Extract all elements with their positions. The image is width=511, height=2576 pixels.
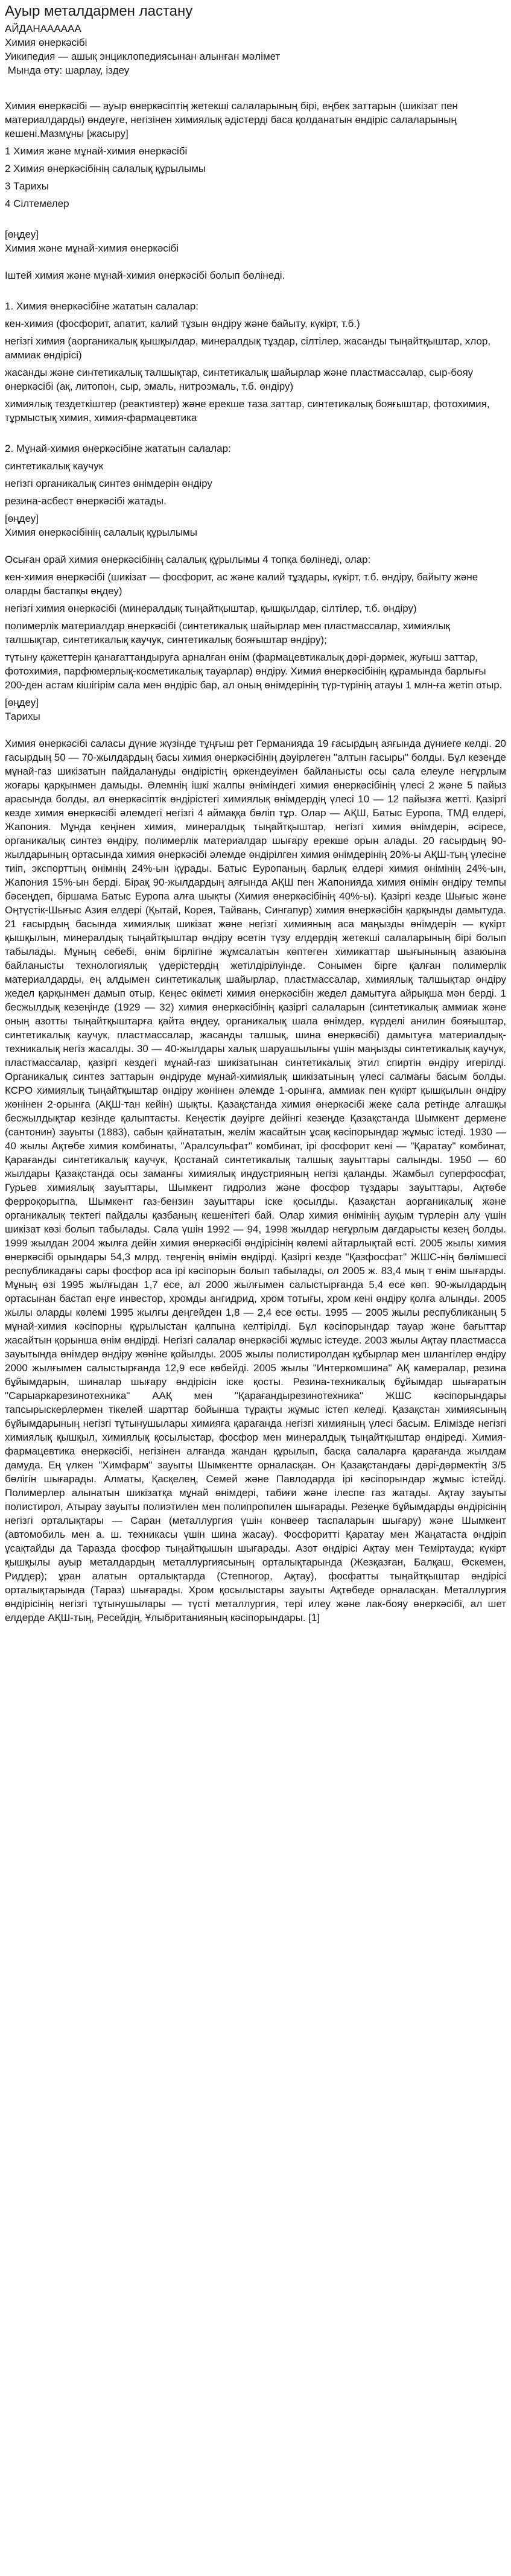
edit-link[interactable]: [өңдеу] [5,513,39,524]
toc-item[interactable]: 3 Тарихы [5,180,49,192]
navigation-link[interactable]: шарлау [65,65,100,76]
topic-line: Химия өнеркәсібі [5,37,87,48]
section-heading: Тарихы [5,711,40,722]
list-item: кен-химия өнеркәсібі (шикізат — фосфорит, ас және калий тұздары, күкірт, т.б. өндіру, байыту және оларды бастапқы өңдеу) [5,571,478,597]
jump-to-label: Мында өту: [7,65,63,76]
jump-links: Мында өту: шарлау, іздеу [7,65,130,76]
section-lead: Іштей химия және мұнай-химия өнеркәсібі болып бөлінеді. [5,270,285,281]
search-link[interactable]: іздеу [106,65,130,76]
list-item: түтыну қажеттерін қанағаттандыруға арналған өнім (фармацевтикалық дәрі-дәрмек, жуғыш заттар, фотохимия, парфюмерлық-косметикалық тауарлар) өндіру. Химия өнеркәсібінің құрамында барлығы 200-ден астам кішігірім сала мен өндіріс бар, ал оның өнімдерінің түр-түрінің атауы 1 млн-ға жетіп отыр. [5,652,503,691]
edit-link[interactable]: [өңдеу] [5,697,39,708]
list-item: жасанды және синтетикалық талшықтар, синтетикалық шайырлар және пластмассалар, сыр-бояу өнеркәсібі (ақ, литопон, сыр, эмаль, нитроэмаль, т.б. өндіру) [5,367,474,392]
author-line: АЙДАНАААААА [5,23,81,34]
history-body: Химия өнеркәсібі саласы дүние жүзінде тұңғыш рет Германияда 19 ғасырдың аяғында дүниеге келді. 20 ғасырдың 50 — 70-жылдардың басы химия өнеркәсібінің дәуірлеген "алтын ғасыры" болды. Бұл кезеңде мұнай-газ шикізатын пайдалануды өндірістің өркендеуімен байланысты осы сала елеуле неғұрлым жоғары қарқынмен дамыды. Әлемнің ішкі жалпы өніміндегі химия өнеркәсібінің үлесі 2 және 5 пайыз арасында болды, ал өнеркәсіптік өндірістегі химиялық өнімдердің үлесі 10 — 12 пайызға жетті. Қазіргі кезде химия өнеркәсібі әлемдегі негізгі 4 аймаққа бөліп тұр. Олар — АҚШ, Батыс Еуропа, ТМД елдері, Жапония. Мұнда кеңінен химия, минералдық тыңайтқыштар, негізгі химия өнімдерін, әсіресе, органикалық синтез өндіру, полимерлік материалдар шығару ерекше орын алады. 20 ғасырдың 90-жылдарының ортасында химия өнеркәсібі әлемде өндірілген химия өнімдерінің 20%-ы АҚШ-тың үлесіне тиіп, экспорттың өнімнің 24%-ын құрады. Батыс Еуропаның барлық елдері химия өнімінің 24%-ын, Жапония 15%-ын берді. Бірақ 90-жылдардың аяғында АҚШ пен Жапонияда химия өнімін өндіру темпы бәсеңдеп, біршама Батыс Еуропа алға шықты (Химия өнеркәсібінің 40%-ы). Қазіргі кезде Шығыс және Оңтүстік-Шығыс Азия елдері (Қытай, Корея, Тайвань, Сингапур) химия өнеркәсібін қарқынды дамытуда. 21 ғасырдың басында химиялық шикізат және негізгі химияның аса маңызды өнімдерін — күкірт қышқылын, минералдық тыңайтқыштар өндіру өсетін түзу елдердің жетекші салаларының бірі болып табылады. Мұның себебі, өнім бірлігіне жұмсалатын көптеген химикаттар шығынының азаюына байланысты технологиялық үдерістердің жетілдірілуінде. Сонымен бірге қалған полимерлік материалдарды, ең алдымен синтетикалық шайырлар, пластмассалар, химиялық талшықтар өндіру жедел қарқынмен дамып отыр. Кеңес өкіметі химия өнеркәсібін жедел дамытуға айрықша мән берді. 1 бесжылдық кезеңінде (1929 — 32) химия өнеркәсібінің қазіргі салаларын (синтетикалық аммиак және оның азотты тыңайтқыштарға қайта өңдеу, органикалық шала өнімдер, күрделі анилин бояғыштар, синтетикалық каучук, пластмассалар, жасанды талшық, шина өнеркәсібі) дамытуға материалдық-техникалық негіз жасалды. 30 — 40-жылдары халық шаруашылығы үшін маңызды синтетикалық каучук, пластмассалар, қазіргі кездегі мұнай-газ шикізатынан синтетикалық этил спиртін өндіру игерілді. Органикалық синтез заттарын өндіруде мұнай-химиялық шикізатының үлесі салмағы басым болды. КСРО химиялық тыңайтқыштар өндіру жөнінен әлемде 1-орынға, аммиак пен күкірт қышқылын өндіру жөнінен 2-орынға (АҚШ-тан кейін) шықты. Қазақстанда химия өнеркәсібі жеке сала ретінде алғашқы бесжылдықтар кезінде қалыптасты. Кеңестік дәуірге дейінгі кезеңде Қазақстанда Шымкент дермене (сантонин) зауыты (1883), сабын қайнататын, желім жасайтын ұсақ кәсіпорындар жұмыс істеді. 1930 — 40 жылы Ақтөбе химия комбинаты, "Аралсульфат" комбинат, ірі фосфорит кені — "Қаратау" комбинат, Қарағанды синтетикалық каучук, Қостанай синтетикалық талшық зауыттары салынды. 1950 — 60 жылдары Қазақстанда осы заманғы химиялық индустрияның негізі қаланды. Жамбыл суперфосфат, Гурьев химиялық зауыттары, Шымкент гидролиз және фосфор тұздары зауыттары, Ақтөбе ферроқорытпа, Шымкент газ-бензин зауыттары іске қосылды. Қазақстан аорганикалық және органикалық тектегі пайдалы қазбаның кешенітегі бай. Олар химия өнімінің ауқым түрлерін алу үшін шикізат көзі болып табылады. Сала үшін 1992 — 94, 1998 жылдар неғұрлым дағдарысты кезең болды. 1999 жылдан 2004 жылға дейін химия өнеркәсібі өндірісінің көлемі айтарлықтай өсті. 2005 жылы химия өнеркәсібі орындары 54,3 млрд. теңгенің өнімін өндірді. Қазіргі кезде "Қазфосфат" ЖШС-нің бөлімшесі республикадағы сары фосфор аса ірі кәсіпорын болып табылады, ол 2005 ж. 83,4 мың т өнім шығарды. Мұның өзі 1995 жылғыдан 1,7 есе, ал 2000 жылғымен салыстырғанда 5,4 есе көп. 90-жылдардың ортасынан бастап еңге инвестор, хромды ангидрид, хром тотығы, хром кені өндіру қолға алынды. 2005 жылы оларды көлемі 1995 жылғы деңгейден 1,8 — 2,4 есе өсты. 1995 — 2005 жылы республиканың 5 мұнай-химия кәсіпорны құрылыстан қалпына келтірілді. Бұл кәсіпорындар тауар және бағыттар жасайтын қорынша өнім өндірді. Негізгі салалар өнеркәсібі жұмыс істеуде. 2003 жылы Ақтау пластмасса зауытында өнімдер өндіру жөніне қойылды. 2005 жылы полистиролдан құбырлар мен шлангілер өндіру 2000 жылғымен салыстырғанда 12,9 есе көбейді. 2005 жылы "Интеркомшина" АҚ камералар, резина бұйымдарын, шиналар шығару өндірісін іске қосты. Резина-техникалық бұйымдар шығаратын "Сарыаркарезинотехника" ААҚ мен "Қарағандырезинотехника" ЖШС кәсіпорындары тапсырыскерлермен тікелей шарттар бойынша тұрақты жұмыс істеп келеді. Қазақстан химиясының бұйымдарының негізгі тұтынушылары химияға қарағанда негізгі химияның үлесі басым. Елімізде негізгі химиялық қышқыл, химиялық қосылыстар, фосфор мен минералдық тыңайтқыштар өндіреді. Химия-фармацевтика өнеркәсібі, негізінен алғанда жандан құрылып, басқа салаларға қарағанда жылдам дамуда. Ең үлкен "Химфарм" зауыты Шымкентте орналасқан. Он Қазақстандағы дәрі-дәрмектің 3/5 бөлігін шығарады. Алматы, Қасқелең, Семей және Павлодарда ірі кәсіпорындар жұмыс істейді. Полимерлер алынатын шикізатқа мұнай өнімдері, табиғи және ілеспе газ жатады. Ақтау зауыты полистирол, Атырау зауыты полиэтилен мен полипропилен шығарады. Резеңке бұйымдарды өндірісінің негізгі орталықтары — Саран (металлургия үшін конвеер таспаларын шығару) және Шымкент (автомобиль мен а. ш. техникасы үшін шина жасау). Фосфоритті Қаратау мен Жаңатаста өндіріп ұсақтайды да Таразда фосфор тыңайтқышын шығарады. Азот өндірісі Ақтау мен Теміртауда; күкірт қышқылы ауыр металдардың металлургиясының орталықтарында (Жезқазған, Балқаш, Өскемен, Риддер); ұран алатын орталықтарда (Степногор, Ақтау), фосфатты тыңайтқыштар өндірісі орталықтарында (Тараз) шығарады. Хром қосылыстары зауыты Ақтөбеде орналасқан. Металлургия өндірісінің негізгі тұтынушылары — түсті металлургия, тері илеу және лак-бояу өнеркәсібі, ал шет елдерде АҚШ-тың, Ресейдің, Ұлыбританияның кәсіпорындары. [1] [5,738,506,1623]
page-title: Ауыр металдармен ластану [5,3,193,19]
toc-item[interactable]: 2 Химия өнеркәсібінің салалық құрылымы [5,163,206,174]
list-item: негізгі органикалық синтез өнімдерін өндіру [5,478,212,489]
section-lead: Осыған орай химия өнеркәсібінің салалық құрылымы 4 топқа бөлінеді, олар: [5,554,371,565]
intro-paragraph: Химия өнеркәсібі — ауыр өнеркәсіптің жетекші салаларының бірі, еңбек заттарын (шикізат пен материалдарды) өндеуге, негізінен химиялық әдістерді баса қолданатын өндіріс салаларының кешені.Мазмұны [жасыру] [5,100,458,139]
list-item: кен-химия (фосфорит, апатит, калий тұзын өндіру және байыту, күкірт, т.б.) [5,318,360,329]
edit-link[interactable]: [өңдеу] [5,229,39,240]
toc-item[interactable]: 4 Сілтемелер [5,198,69,209]
list-item: химиялық тездеткіштер (реактивтер) және ерекше таза заттар, синтетикалық бояғыштар, фотохимия, тұрмыстық химия, химия-фармацевтика [5,398,490,424]
subsection-title: 2. Мұнай-химия өнеркәсібіне жататын салалар: [5,443,231,454]
toc-item[interactable]: 1 Химия және мұнай-химия өнеркәсібі [5,145,188,157]
section-heading: Химия өнеркәсібінің салалық құрылымы [5,527,197,538]
subsection-title: 1. Химия өнеркәсібіне жататын салалар: [5,300,198,312]
section-heading: Химия және мұнай-химия өнеркәсібі [5,243,179,254]
list-item: негізгі химия өнеркәсібі (минералдық тыңайтқыштар, қышқылдар, сілтілер, т.б. өндіру) [5,603,417,614]
list-item: синтетикалық каучук [5,460,104,472]
list-item: полимерлік материалдар өнеркәсібі (синтетикалық шайырлар мен пластмассалар, химиялық талшықтар, синтетикалық каучук, синтетикалық бояғыштар өндіру); [5,620,450,646]
source-line: Уикипедия — ашық энциклопедиясынан алынған мәлімет [5,51,281,62]
list-item: резина-асбест өнеркәсібі жатады. [5,495,167,507]
list-item: негізгі химия (аорганикалық қышқылдар, минералдық тұздар, сілтілер, жасанды тыңайтқыштар, хлор, аммиак өндірісі) [5,335,491,361]
